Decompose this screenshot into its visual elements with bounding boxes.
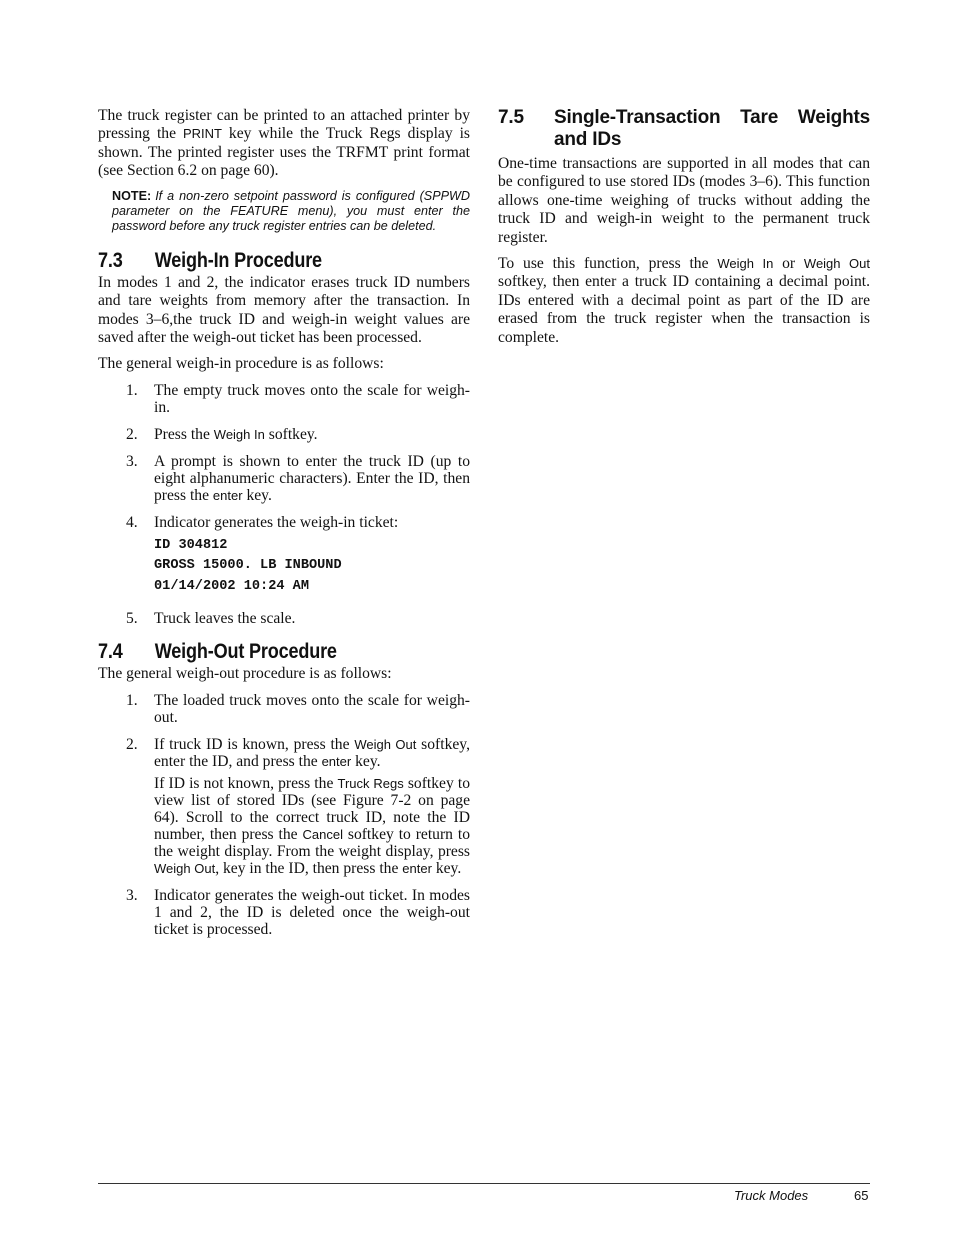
step-text-c: key. xyxy=(351,752,381,770)
list-item xyxy=(98,692,470,731)
weigh-out-key-label: Weigh Out xyxy=(354,736,417,752)
section-number: 7.4 xyxy=(98,640,123,664)
step-text-a: A prompt is shown to enter the truck ID (up to eight alphanumeric characters). Enter the ID, then press the xyxy=(154,452,470,504)
step-text: Truck leaves the scale. xyxy=(154,610,296,628)
footer-divider xyxy=(98,1183,870,1184)
step-text xyxy=(154,453,470,504)
step-text: Indicator generates the weigh-out ticket. In modes 1 and 2, the ID is deleted once the weigh-out ticket is processed. xyxy=(154,886,470,938)
note-text: If a non-zero setpoint password is configured (SPPWD parameter on the FEATURE menu), you must enter the password before any truck register entries can be deleted. xyxy=(112,188,470,234)
note-block xyxy=(112,189,470,235)
step-number: 2. xyxy=(126,425,138,443)
ticket-line: 01/14/2002 10:24 AM xyxy=(154,578,309,594)
step-text-b: key. xyxy=(242,486,272,504)
list-item xyxy=(98,426,470,448)
section-heading-7-3 xyxy=(98,249,418,272)
single-transaction-paragraph-2 xyxy=(498,255,870,347)
enter-key-label: enter xyxy=(212,487,243,503)
list-item xyxy=(98,736,470,882)
right-column xyxy=(498,107,870,355)
ticket-line: ID 304812 xyxy=(154,537,228,553)
paragraph-text-b: or xyxy=(773,255,804,273)
list-item xyxy=(98,514,470,606)
weigh-in-key-label: Weigh In xyxy=(717,256,774,272)
step-text-e: key. xyxy=(431,859,462,877)
weigh-in-steps xyxy=(98,382,470,633)
step-number: 2. xyxy=(126,735,138,753)
weigh-out-paragraph-1: The general weigh-out procedure is as follows: xyxy=(98,665,392,683)
step-text-c: softkey to return to the weight display. From the weight display, press xyxy=(154,825,470,860)
intro-paragraph xyxy=(98,107,470,181)
step-text-a: Press the xyxy=(154,425,214,443)
step-number: 1. xyxy=(126,381,138,399)
step-text: Indicator generates the weigh-in ticket: xyxy=(154,513,399,531)
enter-key-label: enter xyxy=(321,753,352,769)
weigh-out-steps xyxy=(98,692,470,943)
step-number: 4. xyxy=(126,513,138,531)
step-number: 5. xyxy=(126,610,138,628)
page-number: 65 xyxy=(854,1188,869,1203)
left-column xyxy=(98,107,470,949)
weigh-in-ticket xyxy=(154,536,470,598)
step-text-a: If truck ID is known, press the xyxy=(154,735,355,753)
footer-section-title: Truck Modes xyxy=(734,1188,809,1203)
section-heading-7-5 xyxy=(498,107,870,151)
step-number: 1. xyxy=(126,691,138,709)
section-title: Weigh-In Procedure xyxy=(154,248,322,272)
list-item xyxy=(98,610,470,632)
intro-text-b: key while the Truck Regs display is shown. The printed register uses the TRFMT print format (see Section 6.2 on page 60). xyxy=(98,125,470,180)
list-item xyxy=(98,453,470,509)
single-transaction-paragraph-1: One-time transactions are supported in all modes that can be configured to use stored IDs (modes 3–6). This function allows one-time weighing of trucks without adding the truck ID and weigh-in weight to the permanent truck register. xyxy=(498,155,870,246)
step-text-continued xyxy=(154,775,470,877)
paragraph-text-a: To use this function, press the xyxy=(498,255,718,273)
step-text-d: , key in the ID, then press the xyxy=(215,859,403,877)
weigh-in-key-label: Weigh In xyxy=(213,426,265,442)
step-text-b: softkey. xyxy=(264,425,318,443)
print-key-label: PRINT xyxy=(182,126,222,142)
section-number: 7.3 xyxy=(98,248,123,272)
list-item xyxy=(98,382,470,421)
enter-key-label: enter xyxy=(402,860,432,876)
paragraph-text-c: softkey, then enter a truck ID containing a decimal point. IDs entered with a decimal point as part of the ID are erased from the truck register when the transaction is complete. xyxy=(498,273,870,346)
weigh-in-paragraph-2: The general weigh-in procedure is as follows: xyxy=(98,355,384,373)
section-title: Single-Transaction Tare Weights and IDs xyxy=(554,107,870,150)
list-item xyxy=(98,887,470,943)
step-text-a: If ID is not known, press the xyxy=(154,774,338,792)
note-label: NOTE: xyxy=(112,188,152,203)
section-title: Weigh-Out Procedure xyxy=(154,640,337,664)
step-text: The loaded truck moves onto the scale for weigh-out. xyxy=(154,691,470,726)
step-text-b: softkey to view list of stored IDs (see Figure 7-2 on page 64). Scroll to the correct truck ID, note the ID number, then press the xyxy=(154,774,471,843)
step-text-b: softkey, enter the ID, and press the xyxy=(154,735,470,770)
step-text xyxy=(154,426,470,443)
truck-regs-key-label: Truck Regs xyxy=(337,775,404,791)
ticket-line: GROSS 15000. LB INBOUND xyxy=(154,558,342,574)
cancel-key-label: Cancel xyxy=(302,826,343,842)
step-text: The empty truck moves onto the scale for weigh-in. xyxy=(154,381,470,416)
step-number: 3. xyxy=(126,886,138,904)
weigh-out-key-label: Weigh Out xyxy=(803,256,870,272)
step-number: 3. xyxy=(126,452,138,470)
weigh-in-paragraph-1: In modes 1 and 2, the indicator erases truck ID numbers and tare weights from memory after the transaction. In modes 3–6,the truck ID and weigh-in weight values are saved after the weigh-out ticket has been processed. xyxy=(98,273,470,347)
step-text xyxy=(154,736,470,770)
intro-text-a: The truck register can be printed to an attached printer by pressing the xyxy=(98,107,470,143)
section-number: 7.5 xyxy=(498,107,524,128)
section-heading-7-4 xyxy=(98,640,418,663)
weigh-out-key-label: Weigh Out xyxy=(154,860,216,876)
